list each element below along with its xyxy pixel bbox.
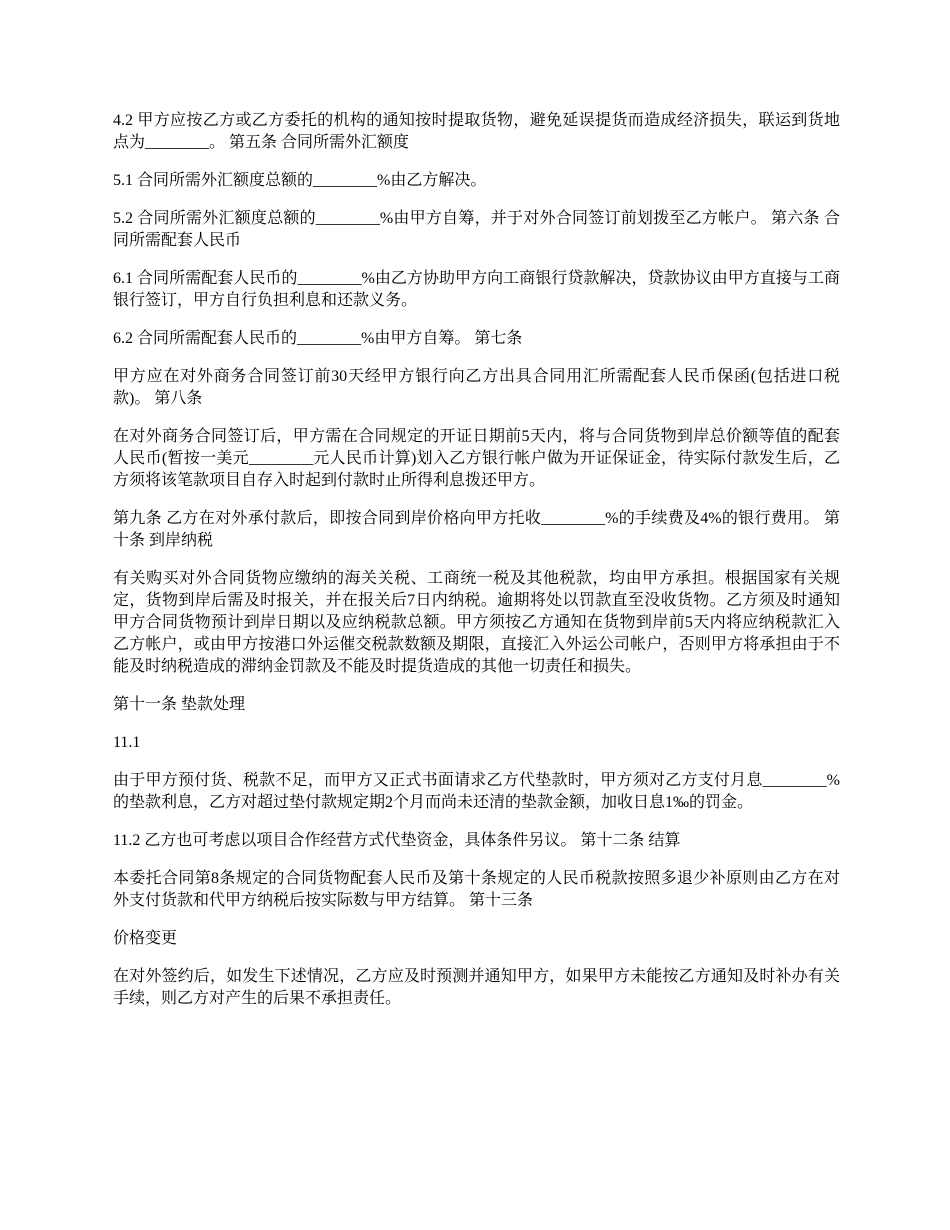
paragraph-article-10: 有关购买对外合同货物应缴纳的海关关税、工商统一税及其他税款，均由甲方承担。根据国家有关规定，货物到岸后需及时报关，并在报关后7日内纳税。逾期将处以罚款直至没收货物。乙方须及时通知甲方合同货物预计到岸日期以及应纳税款总额。甲方须按乙方通知在货物到岸前5天内将应纳税款汇入乙方帐户，或由甲方按港口外运催交税款数额及期限，直接汇入外运公司帐户，否则甲方将承担由于不能及时纳税造成的滞纳金罚款及不能及时提货造成的其他一切责任和损失。: [113, 570, 840, 675]
paragraph-6-2: 6.2 合同所需配套人民币的________%由甲方自筹。 第七条: [113, 330, 523, 347]
paragraph-4-2: 4.2 甲方应按乙方或乙方委托的机构的通知按时提取货物，避免延误提货而造成经济损失，联运到货地点为________。 第五条 合同所需外汇额度: [113, 112, 840, 151]
paragraph-11-1-number: 11.1: [113, 734, 141, 751]
paragraph-5-1: 5.1 合同所需外汇额度总额的________%由乙方解决。: [113, 172, 487, 189]
paragraph-article-7: 甲方应在对外商务合同签订前30天经甲方银行向乙方出具合同用汇所需配套人民币保函(包括进口税款)。 第八条: [113, 368, 840, 407]
paragraph-5-2: 5.2 合同所需外汇额度总额的________%由甲方自筹，并于对外合同签订前划拨至乙方帐户。 第六条 合同所需配套人民币: [113, 210, 840, 249]
heading-article-11: 第十一条 垫款处理: [113, 696, 246, 713]
document-page: [113, 110, 840, 1026]
paragraph-price-change: 在对外签约后，如发生下述情况，乙方应及时预测并通知甲方，如果甲方未能按乙方通知及时补办有关手续，则乙方对产生的后果不承担责任。: [113, 968, 840, 1007]
paragraph-article-9: 第九条 乙方在对外承付款后，即按合同到岸价格向甲方托收________%的手续费及4%的银行费用。 第十条 到岸纳税: [113, 510, 840, 549]
paragraph-11-1: 由于甲方预付货、税款不足，而甲方又正式书面请求乙方代垫款时，甲方须对乙方支付月息________%的垫款利息，乙方对超过垫付款规定期2个月而尚未还清的垫款金额，加收日息1‰的罚金。: [113, 772, 840, 811]
paragraph-11-2: 11.2 乙方也可考虑以项目合作经营方式代垫资金，具体条件另议。 第十二条 结算: [113, 832, 681, 849]
paragraph-article-8: 在对外商务合同签订后，甲方需在合同规定的开证日期前5天内，将与合同货物到岸总价额等值的配套人民币(暂按一美元________元人民币计算)划入乙方银行帐户做为开证保证金，待实际付款发生后，乙方须将该笔款项目自存入时起到付款时止所得利息拨还甲方。: [113, 428, 840, 489]
paragraph-article-12: 本委托合同第8条规定的合同货物配套人民币及第十条规定的人民币税款按照多退少补原则由乙方在对外支付货款和代甲方纳税后按实际数与甲方结算。 第十三条: [113, 870, 840, 909]
heading-price-change: 价格变更: [113, 930, 178, 947]
paragraph-6-1: 6.1 合同所需配套人民币的________%由乙方协助甲方向工商银行贷款解决，贷款协议由甲方直接与工商银行签订，甲方自行负担利息和还款义务。: [113, 270, 840, 309]
